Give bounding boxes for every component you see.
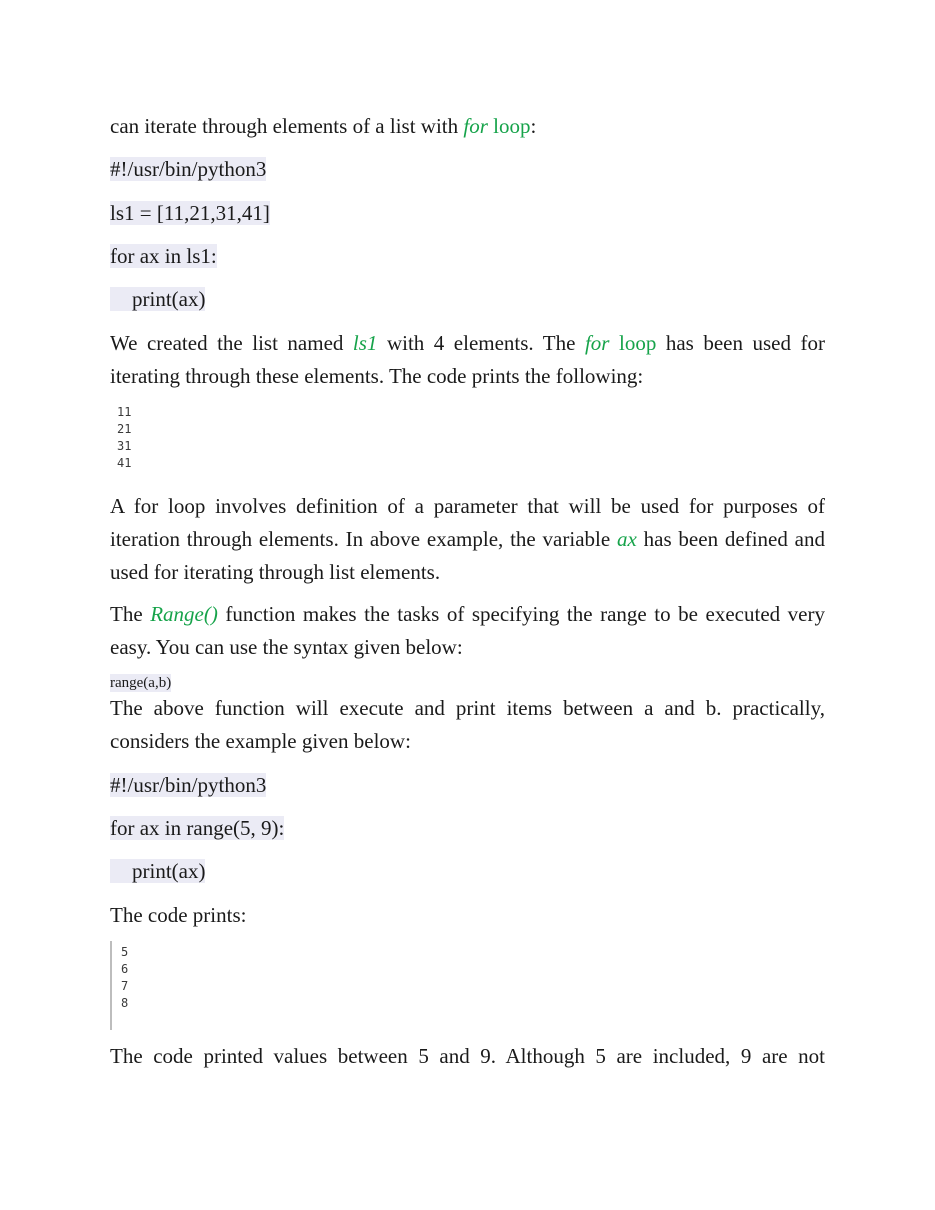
para-text: has been defined and used for iterating through list elements. [110, 527, 825, 584]
code2-print-line [110, 855, 205, 888]
keyword-for: for [463, 114, 488, 138]
paragraph-range-explanation [110, 598, 825, 664]
keyword-loop: loop [619, 331, 657, 355]
code-print-statement: print(ax) [110, 287, 205, 311]
para-text: has been used for iterating through these elements. The code prints the following: [110, 331, 825, 388]
output-block-2 [110, 941, 128, 1030]
code1-for-line [110, 240, 217, 273]
intro-text: can iterate through elements of a list with [110, 114, 464, 138]
intro-line [110, 110, 536, 143]
function-range: Range() [150, 602, 218, 626]
output-line: 11 [117, 405, 132, 419]
code-print-statement: print(ax) [110, 859, 205, 883]
output-line: 6 [121, 962, 129, 976]
output-line: 7 [121, 979, 129, 993]
para-text: We created the list named [110, 331, 353, 355]
paragraph-final: The code printed values between 5 and 9. Although 5 are included, 9 are not [110, 1044, 825, 1068]
code2-shebang-line [110, 769, 266, 802]
para-text: A for loop involves definition of a parameter that will be used for purposes of iteration through elements. In above example, the variable [110, 494, 825, 551]
range-syntax: range(a,b) [110, 675, 172, 691]
output-line: 5 [121, 945, 129, 959]
output-block-1 [117, 404, 131, 472]
code1-assign-line [110, 197, 270, 230]
code2-for-line [110, 812, 284, 845]
keyword-loop: loop [493, 114, 531, 138]
code-shebang: #!/usr/bin/python3 [110, 773, 267, 797]
para-text: function makes the tasks of specifying the range to be executed very easy. You can use the syntax given below: [110, 602, 825, 659]
output-line: 8 [121, 996, 129, 1010]
variable-ax: ax [616, 527, 637, 551]
intro-colon: : [530, 114, 537, 138]
code1-shebang-line [110, 153, 266, 186]
keyword-for: for [584, 331, 610, 355]
code1-print-line [110, 283, 205, 316]
code-shebang: #!/usr/bin/python3 [110, 157, 267, 181]
output-line: 41 [117, 456, 132, 470]
variable-ls1: ls1 [352, 331, 378, 355]
code-list-assignment: ls1 = [11,21,31,41] [110, 201, 270, 225]
para-text: with 4 elements. The [377, 331, 585, 355]
output-line: 21 [117, 422, 132, 436]
code-for-statement: for ax in ls1: [110, 244, 217, 268]
code-prints-label: The code prints: [110, 903, 247, 927]
paragraph-for-loop-explanation [110, 490, 825, 589]
code-for-statement: for ax in range(5, 9): [110, 816, 285, 840]
paragraph-range-usage: The above function will execute and print items between a and b. practically, considers the example given below: [110, 696, 825, 753]
para-text: The [110, 602, 151, 626]
paragraph-list-explanation [110, 327, 825, 393]
output-line: 31 [117, 439, 132, 453]
